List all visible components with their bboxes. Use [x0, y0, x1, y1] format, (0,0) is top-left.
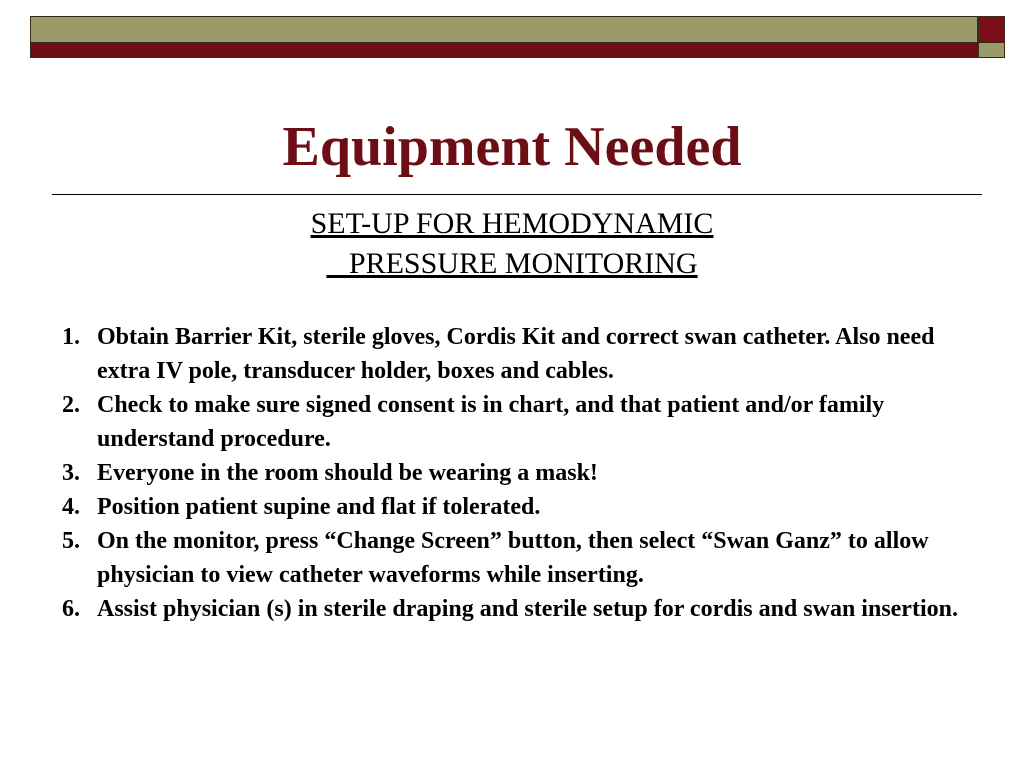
list-item [62, 388, 982, 456]
step-text: Obtain Barrier Kit, sterile gloves, Cordis Kit and correct swan catheter. Also need extra IV pole, transducer holder, boxes and cables. [97, 324, 935, 384]
step-number: 5. [62, 528, 80, 554]
list-item [62, 592, 982, 626]
step-number: 3. [62, 460, 80, 486]
title-divider [52, 194, 982, 195]
steps-list [62, 320, 982, 626]
step-text: On the monitor, press “Change Screen” button, then select “Swan Ganz” to allow physician to view catheter waveforms while inserting. [97, 528, 929, 588]
step-text: Check to make sure signed consent is in chart, and that patient and/or family understand procedure. [97, 392, 885, 452]
step-text: Position patient supine and flat if tolerated. [97, 494, 541, 520]
subtitle-line-2: PRESSURE MONITORING [326, 247, 698, 280]
list-item [62, 490, 982, 524]
header-band [30, 16, 978, 58]
list-item [62, 456, 982, 490]
step-number: 2. [62, 392, 80, 418]
step-number: 1. [62, 324, 80, 350]
header-band-maroon [31, 43, 977, 58]
header-band-olive [31, 17, 977, 43]
step-text: Everyone in the room should be wearing a mask! [97, 460, 598, 486]
subtitle-line-1: SET-UP FOR HEMODYNAMIC [310, 207, 714, 240]
slide-title: Equipment Needed [282, 116, 742, 178]
step-text: Assist physician (s) in sterile draping and sterile setup for cordis and swan insertion. [97, 596, 958, 622]
slide-subtitle [0, 204, 1024, 284]
step-number: 4. [62, 494, 80, 520]
corner-square-olive [978, 42, 1005, 58]
list-item [62, 320, 982, 388]
step-number: 6. [62, 596, 80, 622]
list-item [62, 524, 982, 592]
corner-square-red [978, 16, 1005, 42]
